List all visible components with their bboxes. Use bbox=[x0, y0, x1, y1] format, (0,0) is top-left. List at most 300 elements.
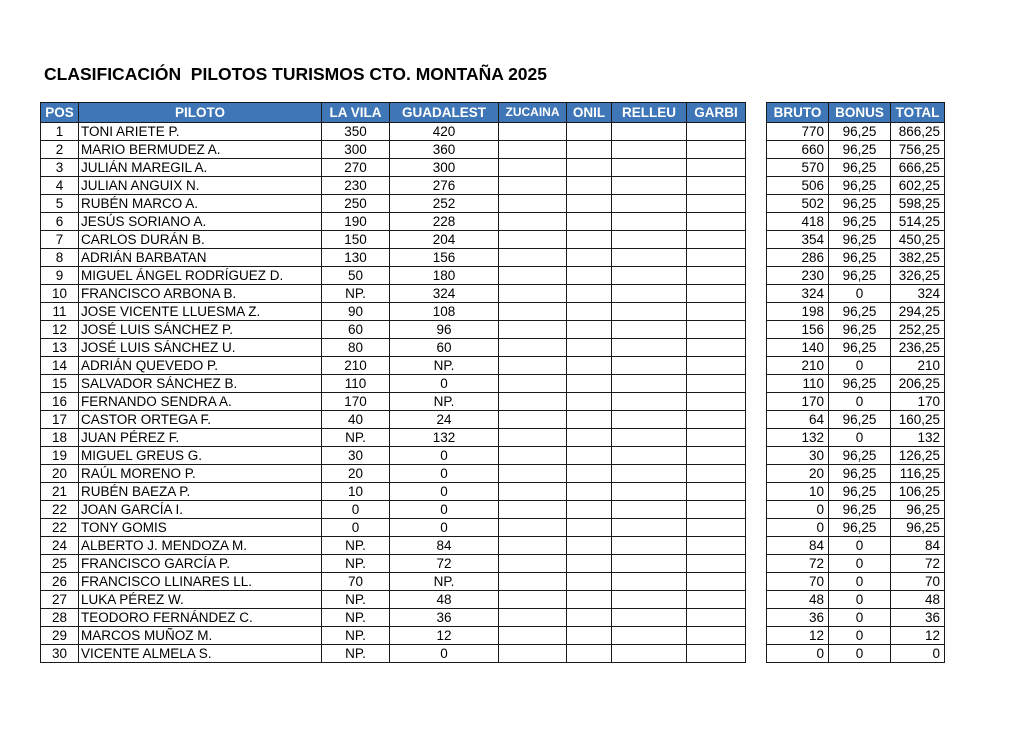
cell-relleu bbox=[612, 321, 687, 339]
cell-onil bbox=[567, 213, 612, 231]
cell-la-vila: NP. bbox=[322, 609, 390, 627]
cell-relleu bbox=[612, 195, 687, 213]
cell-zucaina bbox=[499, 483, 567, 501]
cell-onil bbox=[567, 519, 612, 537]
cell-guadalest: 0 bbox=[390, 519, 499, 537]
cell-zucaina bbox=[499, 195, 567, 213]
cell-total: 326,25 bbox=[891, 267, 945, 285]
cell-garbi bbox=[687, 465, 746, 483]
totals-row bbox=[767, 555, 945, 573]
cell-bonus: 96,25 bbox=[829, 447, 891, 465]
cell-bruto: 210 bbox=[767, 357, 829, 375]
cell-la-vila: 270 bbox=[322, 159, 390, 177]
cell-bonus: 96,25 bbox=[829, 411, 891, 429]
cell-bonus: 0 bbox=[829, 357, 891, 375]
cell-bruto: 36 bbox=[767, 609, 829, 627]
cell-piloto: SALVADOR SÁNCHEZ B. bbox=[79, 375, 322, 393]
cell-la-vila: 210 bbox=[322, 357, 390, 375]
cell-onil bbox=[567, 357, 612, 375]
cell-bonus: 0 bbox=[829, 591, 891, 609]
cell-guadalest: 0 bbox=[390, 501, 499, 519]
table-row bbox=[41, 375, 746, 393]
cell-garbi bbox=[687, 267, 746, 285]
cell-guadalest: NP. bbox=[390, 393, 499, 411]
cell-piloto: ALBERTO J. MENDOZA M. bbox=[79, 537, 322, 555]
cell-guadalest: 156 bbox=[390, 249, 499, 267]
cell-onil bbox=[567, 267, 612, 285]
cell-pos: 20 bbox=[41, 465, 79, 483]
table-row bbox=[41, 483, 746, 501]
cell-pos: 18 bbox=[41, 429, 79, 447]
cell-guadalest: 360 bbox=[390, 141, 499, 159]
cell-pos: 4 bbox=[41, 177, 79, 195]
cell-zucaina bbox=[499, 465, 567, 483]
cell-garbi bbox=[687, 591, 746, 609]
cell-la-vila: 70 bbox=[322, 573, 390, 591]
totals-row bbox=[767, 537, 945, 555]
cell-bruto: 140 bbox=[767, 339, 829, 357]
cell-garbi bbox=[687, 609, 746, 627]
cell-pos: 2 bbox=[41, 141, 79, 159]
cell-bonus: 0 bbox=[829, 645, 891, 663]
cell-relleu bbox=[612, 141, 687, 159]
cell-total: 106,25 bbox=[891, 483, 945, 501]
cell-piloto: MIGUEL GREUS G. bbox=[79, 447, 322, 465]
cell-relleu bbox=[612, 159, 687, 177]
cell-bruto: 0 bbox=[767, 519, 829, 537]
totals-row bbox=[767, 447, 945, 465]
classification-table bbox=[40, 102, 746, 663]
totals-row bbox=[767, 321, 945, 339]
cell-bonus: 96,25 bbox=[829, 465, 891, 483]
cell-total: 36 bbox=[891, 609, 945, 627]
cell-bruto: 418 bbox=[767, 213, 829, 231]
cell-onil bbox=[567, 339, 612, 357]
cell-guadalest: 0 bbox=[390, 375, 499, 393]
cell-la-vila: 10 bbox=[322, 483, 390, 501]
cell-piloto: ADRIÁN QUEVEDO P. bbox=[79, 357, 322, 375]
cell-guadalest: 204 bbox=[390, 231, 499, 249]
cell-pos: 6 bbox=[41, 213, 79, 231]
cell-guadalest: 276 bbox=[390, 177, 499, 195]
totals-row bbox=[767, 375, 945, 393]
cell-total: 72 bbox=[891, 555, 945, 573]
table-row bbox=[41, 249, 746, 267]
cell-total: 866,25 bbox=[891, 123, 945, 141]
totals-row bbox=[767, 645, 945, 663]
cell-la-vila: 0 bbox=[322, 501, 390, 519]
cell-garbi bbox=[687, 213, 746, 231]
cell-bruto: 156 bbox=[767, 321, 829, 339]
cell-piloto: JOSÉ LUIS SÁNCHEZ U. bbox=[79, 339, 322, 357]
cell-bruto: 84 bbox=[767, 537, 829, 555]
cell-la-vila: NP. bbox=[322, 429, 390, 447]
cell-piloto: JULIÁN MAREGIL A. bbox=[79, 159, 322, 177]
cell-garbi bbox=[687, 645, 746, 663]
cell-onil bbox=[567, 231, 612, 249]
table-row bbox=[41, 501, 746, 519]
cell-onil bbox=[567, 177, 612, 195]
page-title: CLASIFICACIÓN PILOTOS TURISMOS CTO. MONTAÑA 2025 bbox=[44, 64, 548, 84]
cell-bruto: 30 bbox=[767, 447, 829, 465]
cell-relleu bbox=[612, 555, 687, 573]
cell-garbi bbox=[687, 483, 746, 501]
header-total: TOTAL bbox=[891, 103, 945, 123]
cell-la-vila: 170 bbox=[322, 393, 390, 411]
totals-row bbox=[767, 627, 945, 645]
cell-total: 598,25 bbox=[891, 195, 945, 213]
cell-piloto: FRANCISCO LLINARES LL. bbox=[79, 573, 322, 591]
cell-zucaina bbox=[499, 141, 567, 159]
cell-onil bbox=[567, 645, 612, 663]
table-row bbox=[41, 357, 746, 375]
cell-la-vila: 150 bbox=[322, 231, 390, 249]
cell-la-vila: 90 bbox=[322, 303, 390, 321]
cell-total: 602,25 bbox=[891, 177, 945, 195]
cell-pos: 5 bbox=[41, 195, 79, 213]
table-row bbox=[41, 573, 746, 591]
table-row bbox=[41, 645, 746, 663]
totals-row bbox=[767, 519, 945, 537]
cell-bruto: 0 bbox=[767, 645, 829, 663]
header-onil: ONIL bbox=[567, 103, 612, 123]
cell-bonus: 0 bbox=[829, 285, 891, 303]
totals-row bbox=[767, 591, 945, 609]
cell-la-vila: 40 bbox=[322, 411, 390, 429]
cell-total: 96,25 bbox=[891, 501, 945, 519]
cell-bruto: 0 bbox=[767, 501, 829, 519]
cell-zucaina bbox=[499, 303, 567, 321]
cell-pos: 1 bbox=[41, 123, 79, 141]
cell-la-vila: 60 bbox=[322, 321, 390, 339]
cell-garbi bbox=[687, 429, 746, 447]
cell-guadalest: 300 bbox=[390, 159, 499, 177]
cell-bruto: 230 bbox=[767, 267, 829, 285]
cell-bruto: 12 bbox=[767, 627, 829, 645]
cell-onil bbox=[567, 429, 612, 447]
cell-relleu bbox=[612, 645, 687, 663]
totals-row bbox=[767, 285, 945, 303]
cell-guadalest: NP. bbox=[390, 573, 499, 591]
cell-piloto: JOSÉ LUIS SÁNCHEZ P. bbox=[79, 321, 322, 339]
cell-onil bbox=[567, 609, 612, 627]
cell-zucaina bbox=[499, 159, 567, 177]
cell-bonus: 0 bbox=[829, 573, 891, 591]
cell-total: 132 bbox=[891, 429, 945, 447]
cell-relleu bbox=[612, 465, 687, 483]
cell-bonus: 96,25 bbox=[829, 519, 891, 537]
cell-guadalest: 12 bbox=[390, 627, 499, 645]
cell-piloto: JOAN GARCÍA I. bbox=[79, 501, 322, 519]
cell-onil bbox=[567, 321, 612, 339]
cell-relleu bbox=[612, 339, 687, 357]
cell-guadalest: 0 bbox=[390, 465, 499, 483]
cell-garbi bbox=[687, 285, 746, 303]
cell-bruto: 324 bbox=[767, 285, 829, 303]
cell-garbi bbox=[687, 141, 746, 159]
cell-bruto: 10 bbox=[767, 483, 829, 501]
table-row bbox=[41, 141, 746, 159]
cell-onil bbox=[567, 249, 612, 267]
cell-relleu bbox=[612, 177, 687, 195]
totals-row bbox=[767, 411, 945, 429]
totals-row bbox=[767, 159, 945, 177]
totals-row bbox=[767, 213, 945, 231]
cell-garbi bbox=[687, 231, 746, 249]
totals-row bbox=[767, 501, 945, 519]
cell-relleu bbox=[612, 429, 687, 447]
cell-garbi bbox=[687, 501, 746, 519]
cell-total: 756,25 bbox=[891, 141, 945, 159]
cell-bruto: 660 bbox=[767, 141, 829, 159]
cell-onil bbox=[567, 303, 612, 321]
cell-pos: 22 bbox=[41, 501, 79, 519]
cell-la-vila: NP. bbox=[322, 627, 390, 645]
cell-bruto: 506 bbox=[767, 177, 829, 195]
header-bonus: BONUS bbox=[829, 103, 891, 123]
cell-pos: 8 bbox=[41, 249, 79, 267]
cell-bonus: 96,25 bbox=[829, 501, 891, 519]
cell-zucaina bbox=[499, 267, 567, 285]
cell-relleu bbox=[612, 285, 687, 303]
cell-la-vila: 30 bbox=[322, 447, 390, 465]
cell-bruto: 286 bbox=[767, 249, 829, 267]
cell-guadalest: 228 bbox=[390, 213, 499, 231]
cell-la-vila: 230 bbox=[322, 177, 390, 195]
cell-total: 70 bbox=[891, 573, 945, 591]
cell-piloto: ADRIÁN BARBATAN bbox=[79, 249, 322, 267]
cell-garbi bbox=[687, 375, 746, 393]
cell-pos: 22 bbox=[41, 519, 79, 537]
cell-onil bbox=[567, 393, 612, 411]
table-row bbox=[41, 159, 746, 177]
cell-bruto: 502 bbox=[767, 195, 829, 213]
cell-guadalest: 132 bbox=[390, 429, 499, 447]
cell-bonus: 0 bbox=[829, 555, 891, 573]
cell-zucaina bbox=[499, 609, 567, 627]
cell-bonus: 96,25 bbox=[829, 177, 891, 195]
cell-la-vila: 250 bbox=[322, 195, 390, 213]
cell-garbi bbox=[687, 321, 746, 339]
cell-la-vila: 350 bbox=[322, 123, 390, 141]
cell-piloto: JOSE VICENTE LLUESMA Z. bbox=[79, 303, 322, 321]
cell-zucaina bbox=[499, 213, 567, 231]
table-row bbox=[41, 627, 746, 645]
totals-row bbox=[767, 303, 945, 321]
cell-piloto: MARIO BERMUDEZ A. bbox=[79, 141, 322, 159]
header-la-vila: LA VILA bbox=[322, 103, 390, 123]
cell-pos: 17 bbox=[41, 411, 79, 429]
cell-onil bbox=[567, 285, 612, 303]
cell-total: 294,25 bbox=[891, 303, 945, 321]
cell-pos: 10 bbox=[41, 285, 79, 303]
cell-onil bbox=[567, 447, 612, 465]
cell-pos: 9 bbox=[41, 267, 79, 285]
cell-piloto: VICENTE ALMELA S. bbox=[79, 645, 322, 663]
cell-guadalest: 0 bbox=[390, 483, 499, 501]
totals-header-row bbox=[767, 103, 945, 123]
cell-bruto: 64 bbox=[767, 411, 829, 429]
cell-guadalest: 420 bbox=[390, 123, 499, 141]
header-guadalest: GUADALEST bbox=[390, 103, 499, 123]
cell-relleu bbox=[612, 573, 687, 591]
cell-bonus: 96,25 bbox=[829, 303, 891, 321]
totals-row bbox=[767, 339, 945, 357]
cell-total: 514,25 bbox=[891, 213, 945, 231]
cell-bonus: 0 bbox=[829, 393, 891, 411]
cell-garbi bbox=[687, 411, 746, 429]
cell-onil bbox=[567, 375, 612, 393]
cell-piloto: TONI ARIETE P. bbox=[79, 123, 322, 141]
cell-pos: 28 bbox=[41, 609, 79, 627]
cell-bonus: 96,25 bbox=[829, 123, 891, 141]
cell-garbi bbox=[687, 573, 746, 591]
cell-onil bbox=[567, 411, 612, 429]
cell-bonus: 0 bbox=[829, 429, 891, 447]
header-row bbox=[41, 103, 746, 123]
cell-bonus: 96,25 bbox=[829, 483, 891, 501]
cell-pos: 24 bbox=[41, 537, 79, 555]
cell-onil bbox=[567, 465, 612, 483]
cell-relleu bbox=[612, 231, 687, 249]
totals-row bbox=[767, 573, 945, 591]
cell-total: 252,25 bbox=[891, 321, 945, 339]
cell-onil bbox=[567, 141, 612, 159]
cell-relleu bbox=[612, 483, 687, 501]
cell-garbi bbox=[687, 195, 746, 213]
cell-total: 170 bbox=[891, 393, 945, 411]
header-zucaina: ZUCAINA bbox=[499, 103, 567, 123]
cell-total: 666,25 bbox=[891, 159, 945, 177]
cell-bruto: 72 bbox=[767, 555, 829, 573]
cell-bonus: 96,25 bbox=[829, 159, 891, 177]
cell-piloto: CARLOS DURÁN B. bbox=[79, 231, 322, 249]
cell-guadalest: 0 bbox=[390, 645, 499, 663]
totals-row bbox=[767, 123, 945, 141]
cell-pos: 12 bbox=[41, 321, 79, 339]
cell-zucaina bbox=[499, 645, 567, 663]
cell-relleu bbox=[612, 501, 687, 519]
cell-onil bbox=[567, 501, 612, 519]
cell-piloto: RAÚL MORENO P. bbox=[79, 465, 322, 483]
cell-onil bbox=[567, 123, 612, 141]
cell-relleu bbox=[612, 609, 687, 627]
totals-row bbox=[767, 249, 945, 267]
cell-piloto: TONY GOMIS bbox=[79, 519, 322, 537]
table-row bbox=[41, 303, 746, 321]
cell-piloto: FERNANDO SENDRA A. bbox=[79, 393, 322, 411]
cell-piloto: CASTOR ORTEGA F. bbox=[79, 411, 322, 429]
cell-pos: 14 bbox=[41, 357, 79, 375]
totals-row bbox=[767, 429, 945, 447]
cell-zucaina bbox=[499, 591, 567, 609]
cell-onil bbox=[567, 483, 612, 501]
cell-relleu bbox=[612, 357, 687, 375]
cell-zucaina bbox=[499, 375, 567, 393]
cell-guadalest: NP. bbox=[390, 357, 499, 375]
cell-zucaina bbox=[499, 519, 567, 537]
cell-total: 210 bbox=[891, 357, 945, 375]
totals-row bbox=[767, 231, 945, 249]
cell-total: 324 bbox=[891, 285, 945, 303]
totals-row bbox=[767, 465, 945, 483]
cell-garbi bbox=[687, 303, 746, 321]
cell-la-vila: NP. bbox=[322, 645, 390, 663]
cell-pos: 13 bbox=[41, 339, 79, 357]
cell-piloto: JULIAN ANGUIX N. bbox=[79, 177, 322, 195]
cell-onil bbox=[567, 537, 612, 555]
cell-la-vila: 300 bbox=[322, 141, 390, 159]
cell-pos: 15 bbox=[41, 375, 79, 393]
cell-bonus: 96,25 bbox=[829, 321, 891, 339]
cell-relleu bbox=[612, 213, 687, 231]
cell-bonus: 96,25 bbox=[829, 141, 891, 159]
header-piloto: PILOTO bbox=[79, 103, 322, 123]
table-row bbox=[41, 285, 746, 303]
cell-piloto: FRANCISCO ARBONA B. bbox=[79, 285, 322, 303]
cell-bonus: 0 bbox=[829, 609, 891, 627]
cell-piloto: RUBÉN MARCO A. bbox=[79, 195, 322, 213]
table-row bbox=[41, 447, 746, 465]
cell-guadalest: 252 bbox=[390, 195, 499, 213]
cell-zucaina bbox=[499, 123, 567, 141]
cell-guadalest: 24 bbox=[390, 411, 499, 429]
cell-la-vila: NP. bbox=[322, 285, 390, 303]
table-row bbox=[41, 555, 746, 573]
cell-bruto: 198 bbox=[767, 303, 829, 321]
header-garbi: GARBI bbox=[687, 103, 746, 123]
cell-bonus: 96,25 bbox=[829, 339, 891, 357]
cell-total: 84 bbox=[891, 537, 945, 555]
table-row bbox=[41, 339, 746, 357]
cell-la-vila: 190 bbox=[322, 213, 390, 231]
cell-garbi bbox=[687, 627, 746, 645]
cell-total: 96,25 bbox=[891, 519, 945, 537]
totals-row bbox=[767, 267, 945, 285]
cell-pos: 21 bbox=[41, 483, 79, 501]
cell-total: 48 bbox=[891, 591, 945, 609]
cell-garbi bbox=[687, 393, 746, 411]
cell-relleu bbox=[612, 303, 687, 321]
cell-bruto: 770 bbox=[767, 123, 829, 141]
cell-total: 450,25 bbox=[891, 231, 945, 249]
cell-guadalest: 48 bbox=[390, 591, 499, 609]
table-row bbox=[41, 411, 746, 429]
cell-onil bbox=[567, 591, 612, 609]
table-row bbox=[41, 213, 746, 231]
cell-bruto: 170 bbox=[767, 393, 829, 411]
cell-total: 116,25 bbox=[891, 465, 945, 483]
cell-relleu bbox=[612, 393, 687, 411]
cell-total: 126,25 bbox=[891, 447, 945, 465]
cell-zucaina bbox=[499, 339, 567, 357]
cell-zucaina bbox=[499, 555, 567, 573]
totals-row bbox=[767, 393, 945, 411]
table-row bbox=[41, 267, 746, 285]
cell-pos: 25 bbox=[41, 555, 79, 573]
cell-zucaina bbox=[499, 447, 567, 465]
totals-body bbox=[767, 123, 945, 663]
table-row bbox=[41, 465, 746, 483]
cell-pos: 16 bbox=[41, 393, 79, 411]
cell-pos: 27 bbox=[41, 591, 79, 609]
cell-bruto: 48 bbox=[767, 591, 829, 609]
totals-row bbox=[767, 483, 945, 501]
cell-bruto: 20 bbox=[767, 465, 829, 483]
table-row bbox=[41, 591, 746, 609]
cell-piloto: JUAN PÉREZ F. bbox=[79, 429, 322, 447]
cell-garbi bbox=[687, 537, 746, 555]
